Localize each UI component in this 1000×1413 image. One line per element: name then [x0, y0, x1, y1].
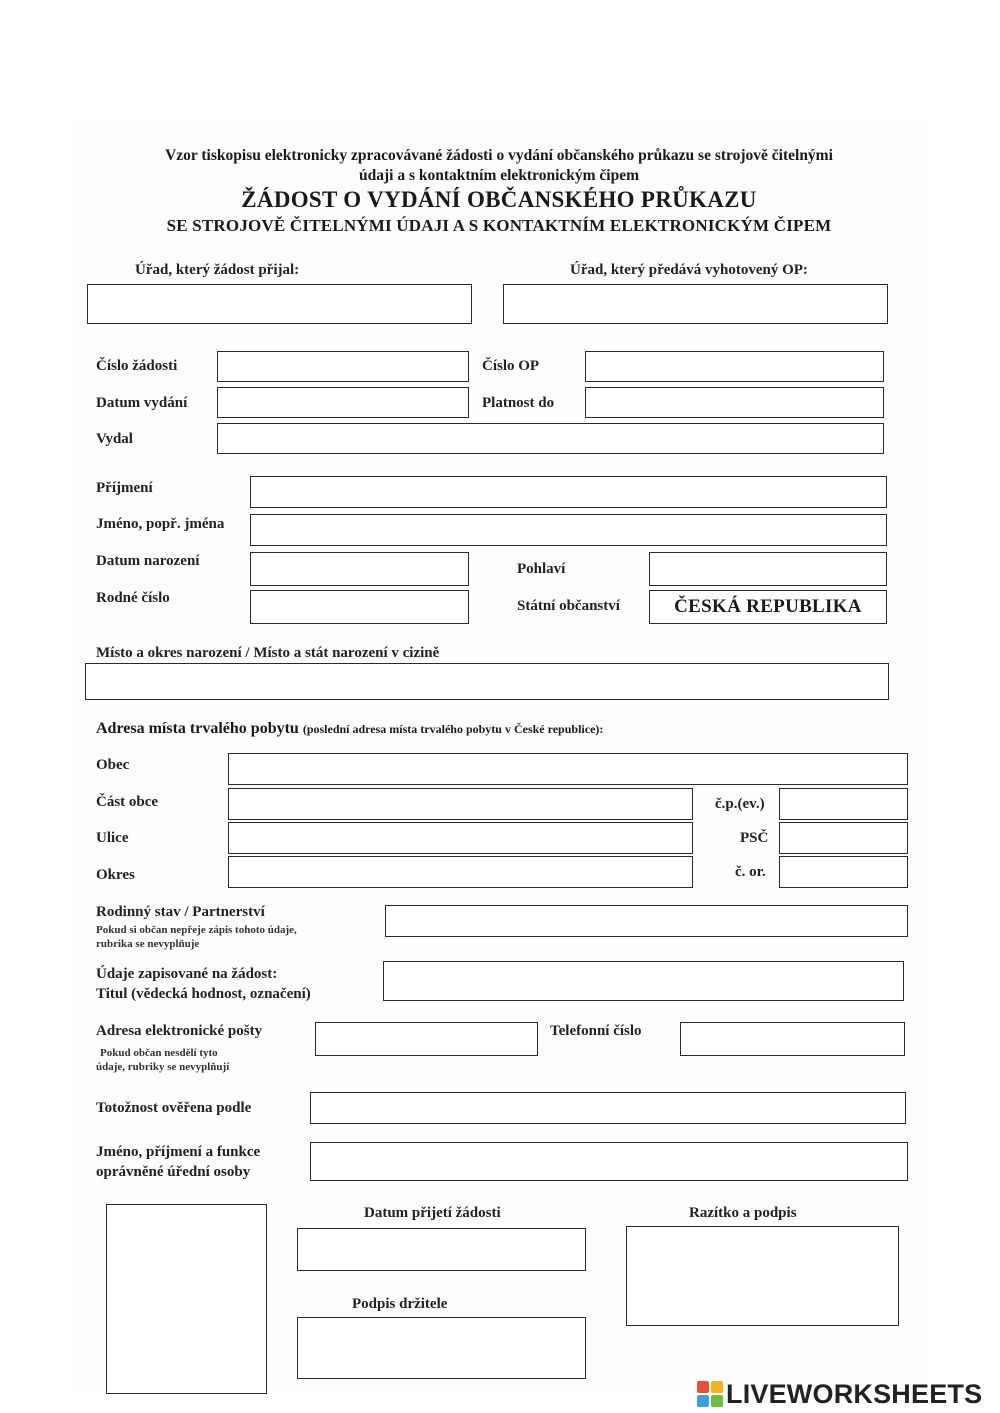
liveworksheets-logo	[697, 1379, 982, 1409]
rodinny-stav-note1: Pokud si občan nepřeje zápis tohoto údaje,	[96, 924, 297, 936]
page-title: ŽÁDOST O VYDÁNÍ OBČANSKÉHO PRŮKAZU	[241, 187, 757, 212]
jmeno-field[interactable]	[250, 514, 887, 546]
datum-narozeni-field[interactable]	[250, 552, 469, 586]
platnost-do-field[interactable]	[585, 387, 884, 418]
cislo-op-field[interactable]	[585, 351, 884, 382]
rodinny-stav-label: Rodinný stav / Partnerství	[96, 904, 265, 920]
datum-vydani-label: Datum vydání	[96, 395, 188, 411]
rodinny-stav-field[interactable]	[385, 905, 908, 937]
statni-obcanstvi-label: Státní občanství	[517, 598, 620, 614]
obec-field[interactable]	[228, 753, 908, 785]
platnost-do-label: Platnost do	[482, 395, 555, 411]
office-received-field[interactable]	[87, 284, 472, 324]
uredni-osoba-label-line2: oprávněné úřední osoby	[96, 1164, 251, 1180]
adresa-title: Adresa místa trvalého pobytu	[96, 720, 299, 737]
titul-field[interactable]	[383, 961, 904, 1001]
office-issuing-label: Úřad, který předává vyhotovený OP:	[570, 262, 808, 278]
datum-narozeni-label: Datum narození	[96, 553, 200, 569]
statni-obcanstvi-field[interactable]: ČESKÁ REPUBLIKA	[649, 590, 887, 624]
vydal-field[interactable]	[217, 423, 884, 454]
datum-prijeti-label: Datum přijetí žádosti	[364, 1205, 501, 1221]
cp-field[interactable]	[779, 788, 908, 820]
rodne-cislo-label: Rodné číslo	[96, 590, 170, 606]
ulice-label: Ulice	[96, 830, 129, 846]
jmeno-label: Jméno, popř. jména	[96, 516, 225, 532]
cp-label: č.p.(ev.)	[715, 796, 765, 812]
cor-field[interactable]	[779, 856, 908, 888]
psc-label: PSČ	[740, 830, 769, 846]
telefon-field[interactable]	[680, 1022, 905, 1056]
form-header-line1: Vzor tiskopisu elektronicky zpracovávané žádosti o vydání občanského průkazu se strojově čitelnými	[165, 147, 833, 164]
liveworksheets-logo-icon	[697, 1381, 723, 1407]
psc-field[interactable]	[779, 822, 908, 854]
obec-label: Obec	[96, 757, 130, 773]
misto-narozeni-label: Místo a okres narození / Místo a stát narození v cizině	[96, 645, 440, 661]
misto-narozeni-field[interactable]	[85, 663, 889, 700]
telefon-label: Telefonní číslo	[550, 1023, 642, 1039]
prijmeni-label: Příjmení	[96, 480, 153, 496]
page-subtitle: SE STROJOVĚ ČITELNÝMI ÚDAJI A S KONTAKTNÍM ELEKTRONICKÝM ČIPEM	[166, 216, 832, 235]
uredni-osoba-field[interactable]	[310, 1142, 908, 1181]
totoznost-label: Totožnost ověřena podle	[96, 1100, 252, 1116]
okres-label: Okres	[96, 867, 135, 883]
cislo-zadosti-label: Číslo žádosti	[96, 358, 178, 374]
email-field[interactable]	[315, 1022, 538, 1056]
cislo-zadosti-field[interactable]	[217, 351, 469, 382]
udaje-label-line1: Údaje zapisované na žádost:	[96, 966, 278, 982]
rodinny-stav-note2: rubrika se nevyplňuje	[96, 938, 200, 950]
totoznost-field[interactable]	[310, 1092, 906, 1124]
razitko-label: Razítko a podpis	[689, 1205, 797, 1221]
cislo-op-label: Číslo OP	[482, 358, 540, 374]
adresa-heading	[96, 720, 603, 738]
adresa-note: (poslední adresa místa trvalého pobytu v České republice):	[302, 722, 604, 736]
pohlavi-field[interactable]	[649, 552, 887, 586]
liveworksheets-brand: LIVEWORKSHEETS	[726, 1378, 983, 1409]
cast-obce-field[interactable]	[228, 788, 693, 820]
office-issuing-field[interactable]	[503, 284, 888, 324]
prijmeni-field[interactable]	[250, 476, 887, 508]
razitko-field[interactable]	[626, 1226, 899, 1326]
form-header-line2: údaji a s kontaktním elektronickým čipem	[358, 167, 640, 184]
cor-label: č. or.	[735, 864, 766, 880]
photo-box[interactable]	[106, 1204, 267, 1394]
email-label: Adresa elektronické pošty	[96, 1023, 263, 1039]
office-received-label: Úřad, který žádost přijal:	[135, 262, 300, 278]
podpis-label: Podpis držitele	[352, 1296, 448, 1312]
datum-vydani-field[interactable]	[217, 387, 469, 418]
vydal-label: Vydal	[96, 431, 133, 447]
rodne-cislo-field[interactable]	[250, 590, 469, 624]
cast-obce-label: Část obce	[96, 794, 159, 810]
email-note2: údaje, rubriky se nevyplňují	[96, 1061, 230, 1073]
datum-prijeti-field[interactable]	[297, 1228, 586, 1271]
podpis-field[interactable]	[297, 1317, 586, 1379]
udaje-label-line2: Titul (vědecká hodnost, označení)	[96, 986, 311, 1002]
email-note1: Pokud občan nesdělí tyto	[100, 1047, 218, 1059]
uredni-osoba-label-line1: Jméno, příjmení a funkce	[96, 1144, 261, 1160]
ulice-field[interactable]	[228, 822, 693, 854]
okres-field[interactable]	[228, 856, 693, 888]
pohlavi-label: Pohlaví	[517, 561, 566, 577]
